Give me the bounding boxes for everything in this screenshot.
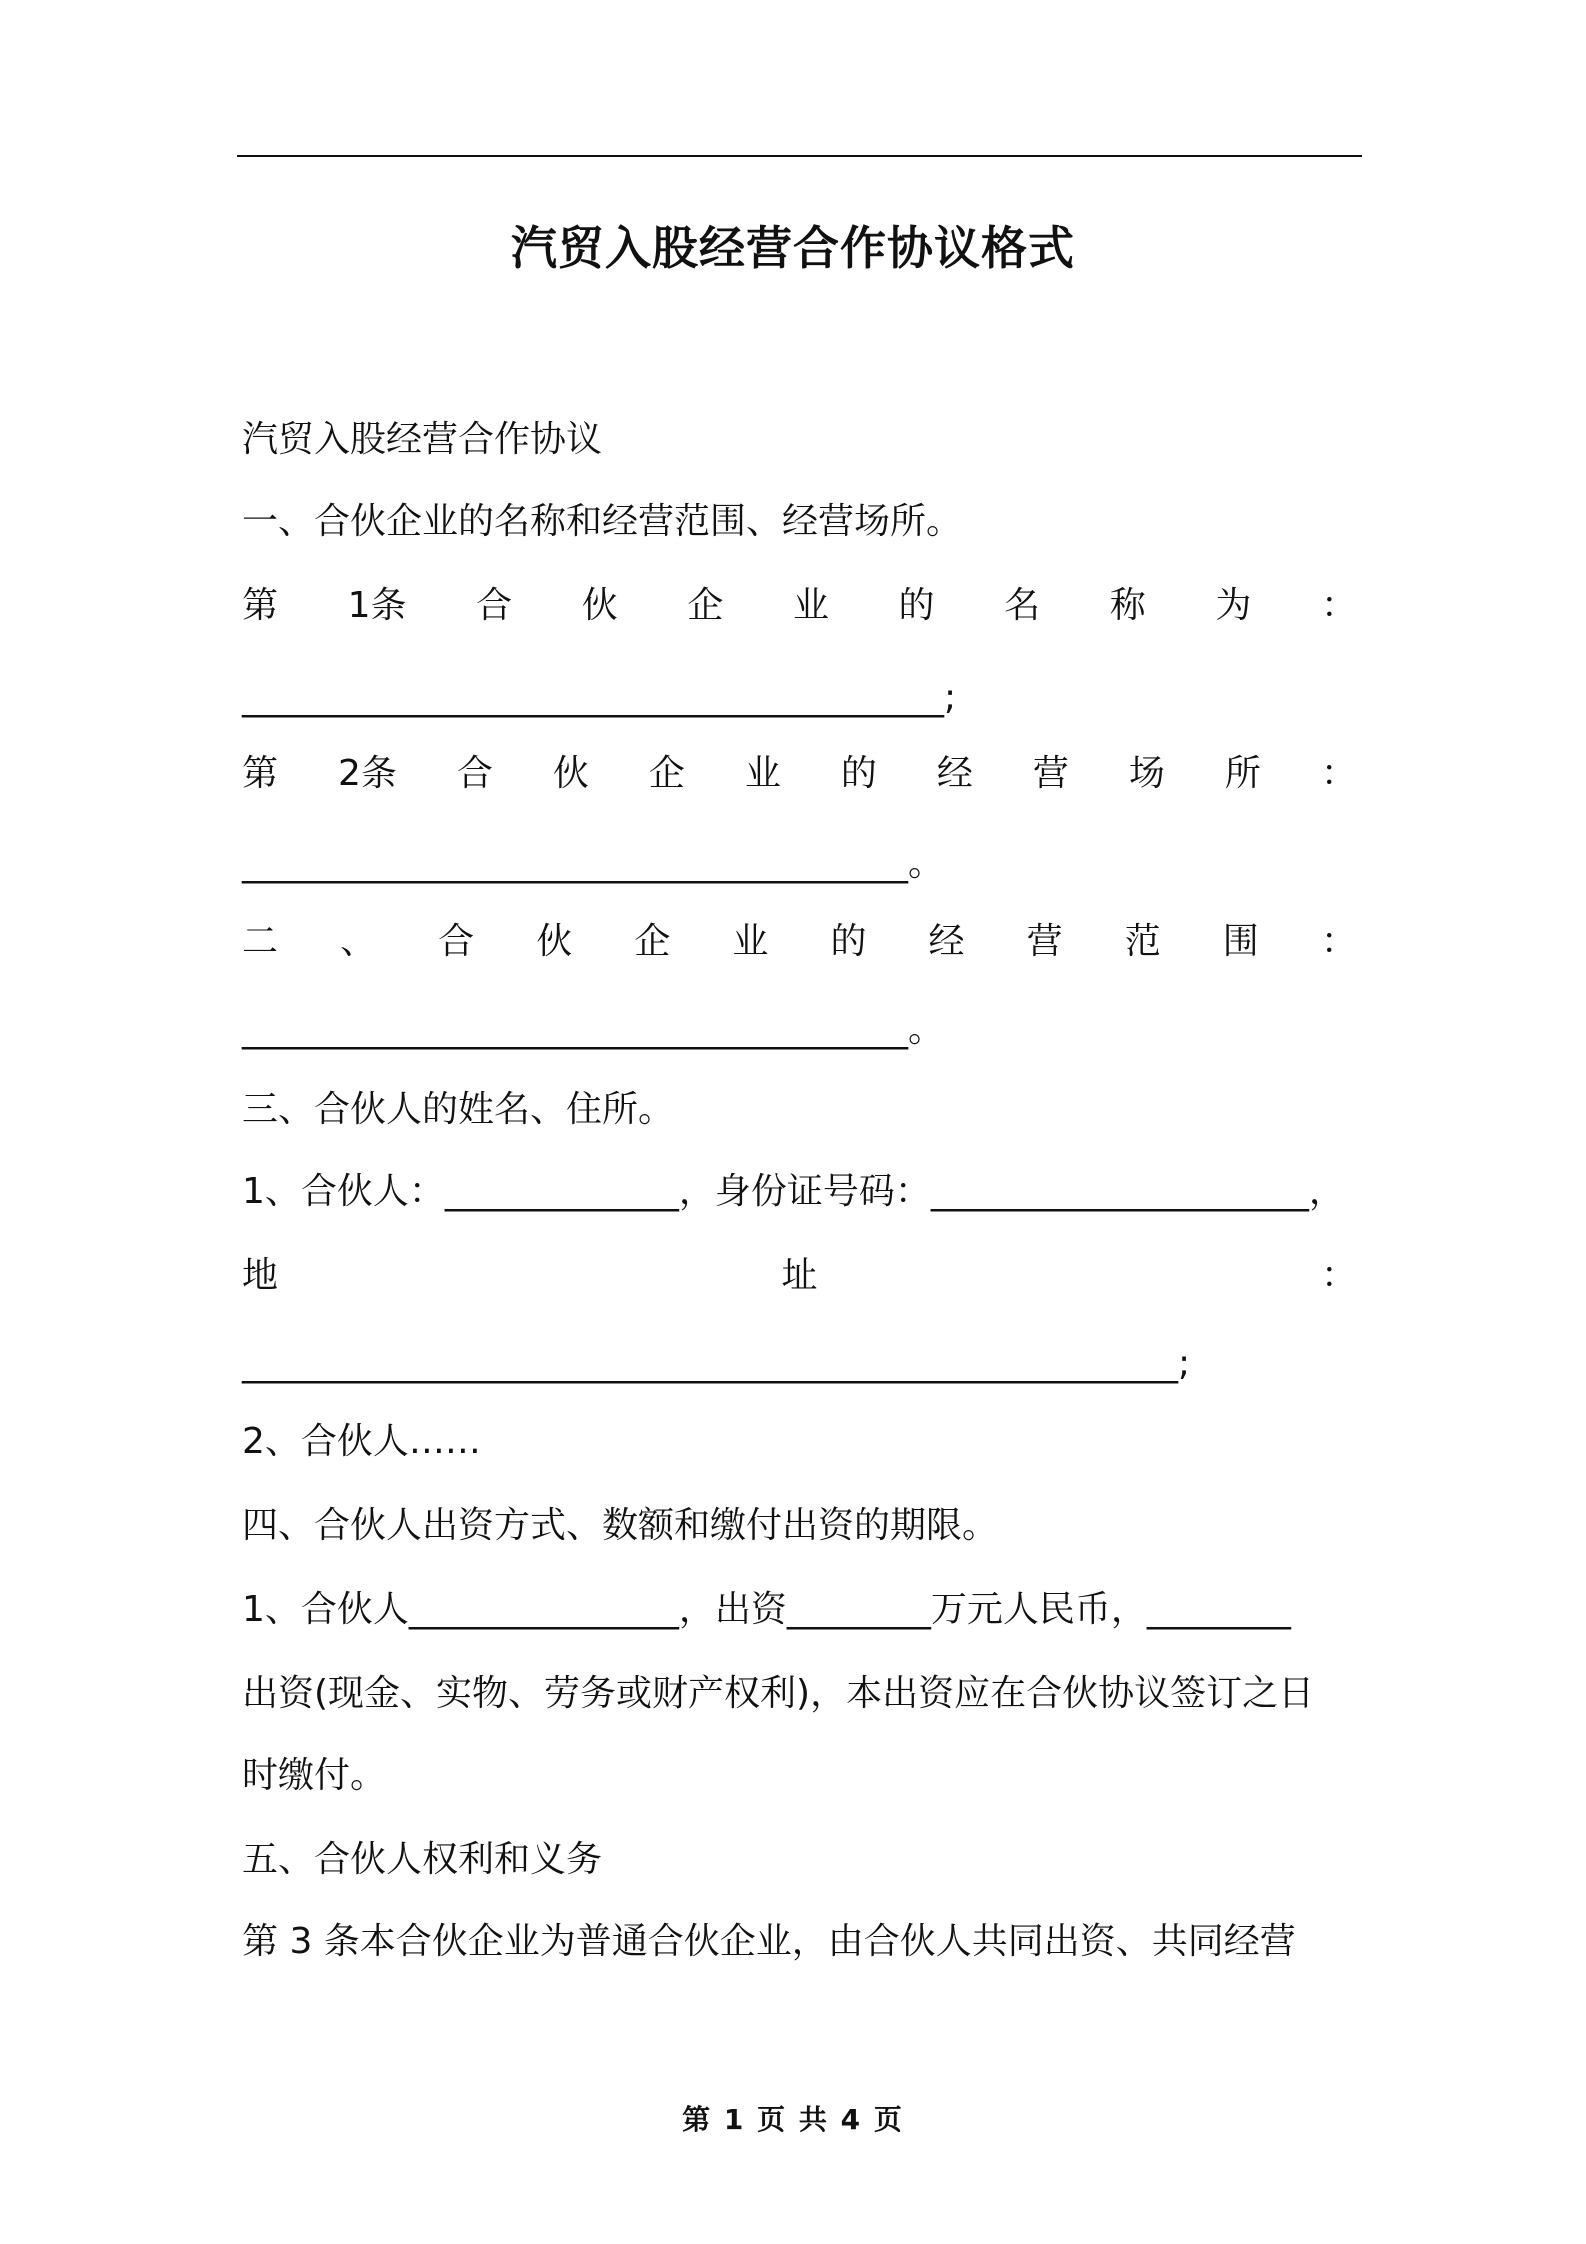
article-2-char: 2条 (338, 753, 397, 794)
article-1-char: 第 (242, 585, 279, 626)
article-1-char: 合 (476, 585, 513, 626)
article-1-char: 为 (1215, 585, 1252, 626)
article-2-char: 场 (1128, 753, 1165, 794)
section-2-char: 范 (1124, 921, 1161, 962)
address-label-line (242, 1246, 1357, 1306)
address-blank: ____________________________________________________; (242, 1343, 1191, 1384)
article-2-char: 的 (840, 753, 877, 794)
address-char: ： (1320, 1255, 1357, 1296)
article-2-char: 企 (648, 753, 685, 794)
article-1-char: 名 (1004, 585, 1041, 626)
section-2-char: 业 (732, 921, 769, 962)
article-2-char: 业 (744, 753, 781, 794)
partner-1-line: 1、合伙人：_____________，身份证号码：_____________________， (242, 1171, 1345, 1212)
section-2-char: 、 (340, 921, 377, 962)
contribution-line-1: 1、合伙人_______________，出资________万元人民币，________ (242, 1589, 1291, 1630)
section-2-char: 企 (634, 921, 671, 962)
section-2-char: 二 (242, 921, 279, 962)
article-1-char: 1条 (347, 585, 407, 626)
section-5-heading: 五、合伙人权利和义务 (242, 1839, 603, 1880)
section-2-char: ： (1320, 921, 1357, 962)
partner-2-line: 2、合伙人…… (242, 1421, 481, 1462)
article-2-char: 经 (936, 753, 973, 794)
section-2-char: 的 (830, 921, 867, 962)
section-2-char: 经 (928, 921, 965, 962)
enterprise-name-blank: _______________________________________; (242, 677, 957, 718)
address-char: 址 (781, 1255, 818, 1296)
article-2-char: ： (1320, 753, 1357, 794)
article-2-char: 营 (1032, 753, 1069, 794)
article-1-line (242, 576, 1357, 636)
article-2-line (242, 744, 1357, 804)
business-location-blank: _____________________________________。 (242, 843, 944, 884)
section-3-heading: 三、合伙人的姓名、住所。 (242, 1089, 675, 1130)
article-1-char: 伙 (581, 585, 618, 626)
document-title: 汽贸入股经营合作协议格式 (511, 221, 1075, 275)
article-3-line: 第 3 条本合伙企业为普通合伙企业，由合伙人共同出资、共同经营 (242, 1921, 1296, 1962)
article-1-char: ： (1320, 585, 1357, 626)
article-2-char: 第 (242, 753, 279, 794)
address-char: 地 (242, 1255, 279, 1296)
contribution-line-2: 出资(现金、实物、劳务或财产权利)，本出资应在合伙协议签订之日 (242, 1673, 1315, 1714)
section-1-heading: 一、合伙企业的名称和经营范围、经营场所。 (242, 501, 963, 542)
article-1-char: 企 (687, 585, 724, 626)
section-2-char: 围 (1222, 921, 1259, 962)
business-scope-blank: _____________________________________。 (242, 1009, 944, 1050)
line-intro-heading: 汽贸入股经营合作协议 (242, 419, 603, 460)
section-2-char: 营 (1026, 921, 1063, 962)
section-2-char: 伙 (536, 921, 573, 962)
article-2-char: 所 (1224, 753, 1261, 794)
article-1-char: 的 (898, 585, 935, 626)
page-number: 第 1 页 共 4 页 (682, 2103, 904, 2136)
header-rule (237, 155, 1362, 157)
article-2-char: 伙 (552, 753, 589, 794)
article-1-char: 称 (1109, 585, 1146, 626)
section-2-line (242, 912, 1357, 972)
contribution-line-3: 时缴付。 (242, 1755, 387, 1796)
section-2-char: 合 (438, 921, 475, 962)
section-4-heading: 四、合伙人出资方式、数额和缴付出资的期限。 (242, 1505, 999, 1546)
article-1-char: 业 (792, 585, 829, 626)
article-2-char: 合 (456, 753, 493, 794)
